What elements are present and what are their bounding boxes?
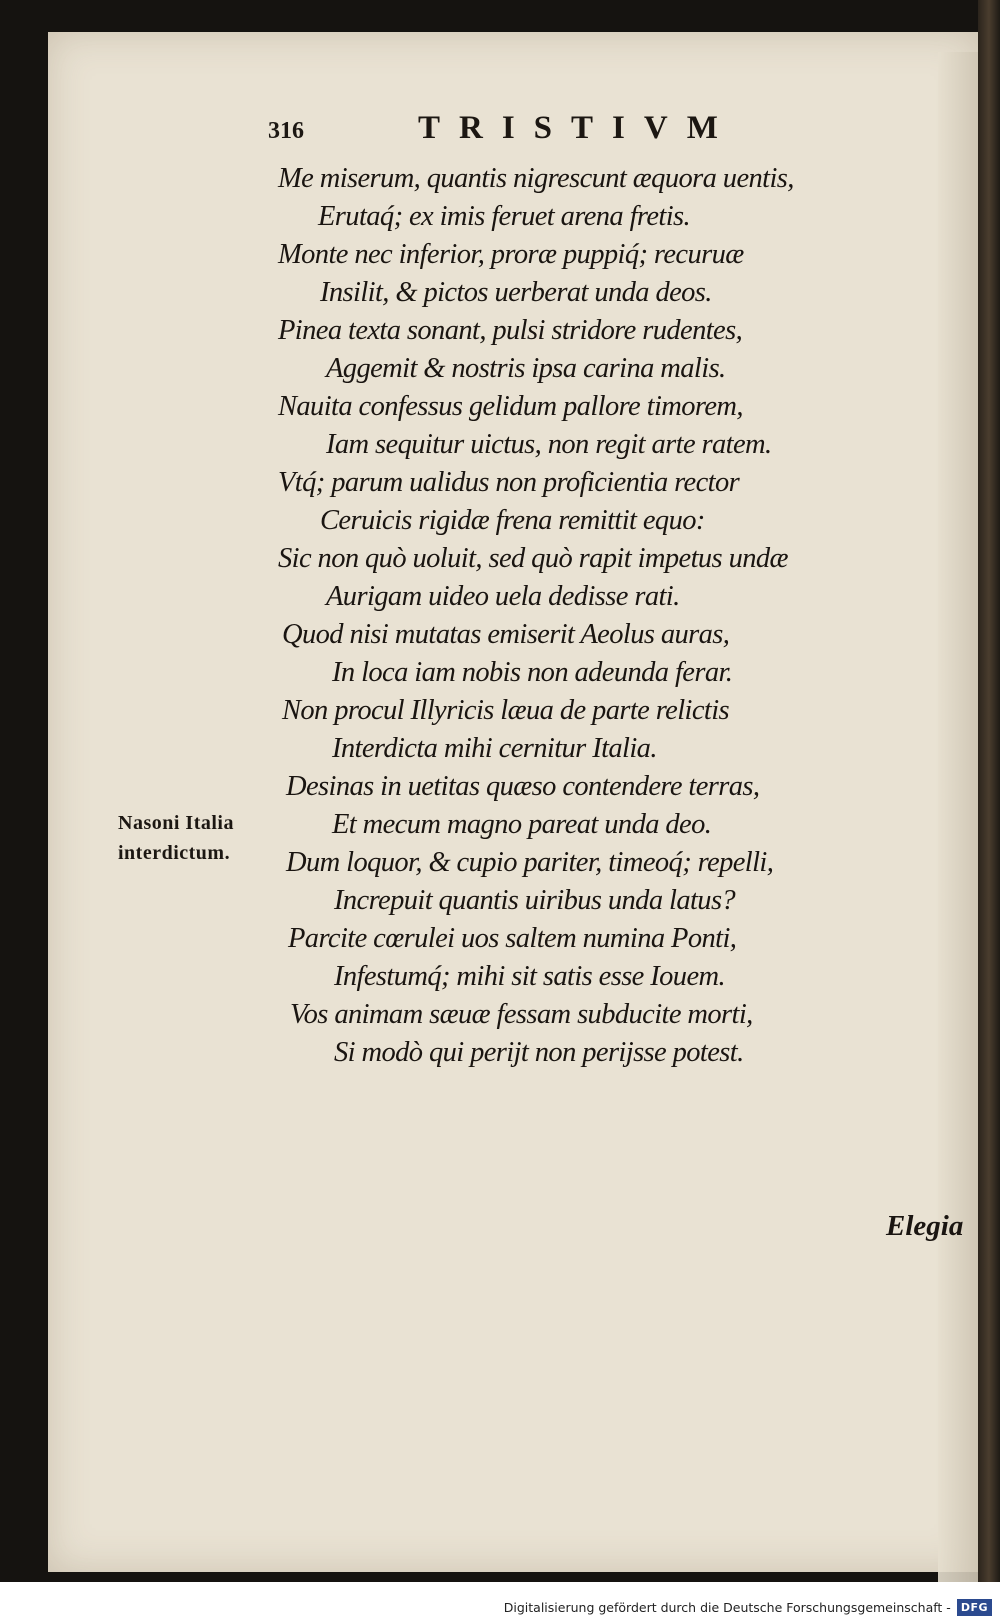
verse-line: Et mecum magno pareat unda deo.: [332, 809, 712, 840]
verse-line: In loca iam nobis non adeunda ferar.: [332, 657, 733, 688]
verse-line: Si modò qui perijt non perijsse potest.: [334, 1037, 744, 1068]
dfg-logo: DFG: [957, 1599, 992, 1616]
marginal-note-line: Nasoni Italia: [118, 812, 234, 834]
facing-page-bleed: [938, 52, 978, 1582]
verse-line: Vos animam sæuæ fessam subducite morti,: [290, 999, 753, 1030]
verse-line: Parcite cœrulei uos saltem numina Ponti,: [288, 923, 737, 954]
verse-line: Aurigam uideo uela dedisse rati.: [326, 581, 680, 612]
verse-line: Non procul Illyricis læua de parte relictis: [282, 695, 730, 726]
verse-line: Pinea texta sonant, pulsi stridore rudentes,: [278, 315, 743, 346]
verse-line: Quod nisi mutatas emiserit Aeolus auras,: [282, 619, 730, 650]
verse-line: Dum loquor, & cupio pariter, timeoq́; repelli,: [286, 847, 774, 878]
running-title: TRISTIVM: [418, 110, 737, 146]
verse-line: Sic non quò uoluit, sed quò rapit impetus undæ: [278, 543, 788, 574]
book-edge: [978, 0, 1000, 1582]
page-number: 316: [268, 118, 304, 144]
verse-line: Ceruicis rigidæ frena remittit equo:: [320, 505, 705, 536]
marginal-note-line: interdictum.: [118, 842, 231, 864]
verse-line: Interdicta mihi cernitur Italia.: [332, 733, 657, 764]
verse-line: Iam sequitur uictus, non regit arte ratem.: [326, 429, 772, 460]
catchword: Elegia: [886, 1210, 964, 1242]
credit-text: Digitalisierung gefördert durch die Deutsche Forschungsgemeinschaft -: [503, 1599, 951, 1615]
verse-line: Monte nec inferior, proræ puppiq́; recuruæ: [278, 239, 744, 270]
verse-line: Vtq́; parum ualidus non proficientia rector: [278, 467, 740, 498]
verse-line: Me miserum, quantis nigrescunt æquora uentis,: [278, 163, 794, 194]
verse-line: Erutaq́; ex imis feruet arena fretis.: [318, 201, 691, 232]
verse-line: Aggemit & nostris ipsa carina malis.: [326, 353, 726, 384]
verse-line: Increpuit quantis uiribus unda latus?: [334, 885, 736, 916]
running-head: [268, 110, 748, 150]
marginal-note: [118, 808, 268, 868]
verse-line: Infestumq́; mihi sit satis esse Iouem.: [334, 961, 726, 992]
verse-line: Insilit, & pictos uerberat unda deos.: [320, 277, 712, 308]
verse-line: Nauita confessus gelidum pallore timorem,: [278, 391, 743, 422]
verse-line: Desinas in uetitas quæso contendere terras,: [286, 771, 760, 802]
digitization-credit: [504, 1595, 992, 1619]
